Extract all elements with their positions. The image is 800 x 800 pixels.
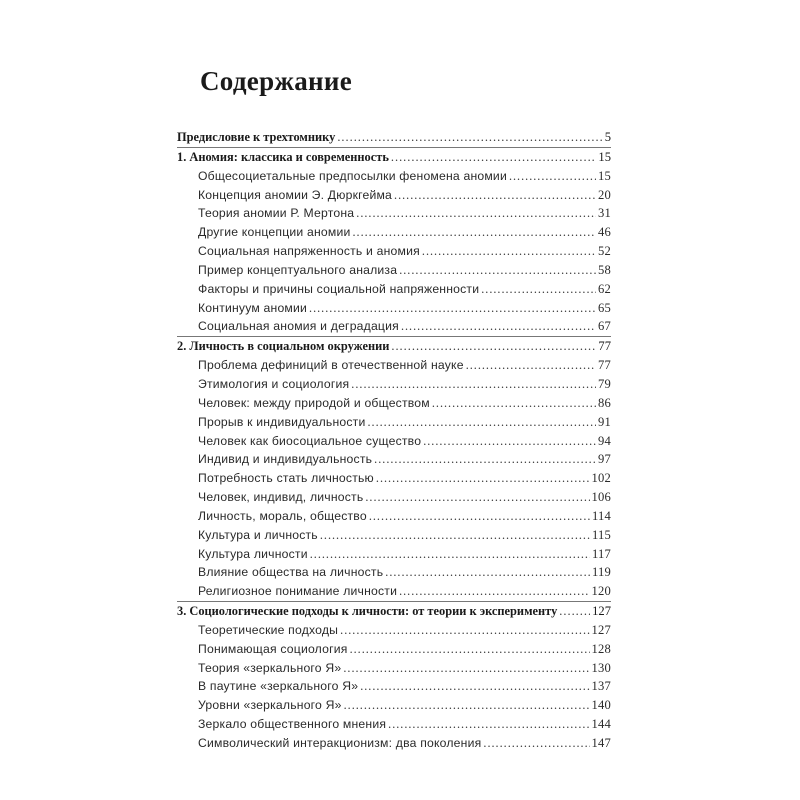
dot-leader [340, 621, 589, 640]
dot-leader [352, 223, 596, 242]
toc-section-entry[interactable] [177, 242, 611, 261]
dot-leader [385, 563, 590, 582]
toc-section-entry[interactable] [177, 450, 611, 469]
page-number: 15 [598, 149, 611, 164]
toc-section-entry[interactable] [177, 394, 611, 413]
entry-title: Культура личности [198, 546, 308, 561]
entry-title: Индивид и индивидуальность [198, 452, 373, 467]
entry-title: Зеркало общественного мнения [198, 717, 387, 732]
page-number: 46 [598, 225, 611, 240]
toc-section-entry[interactable] [177, 734, 611, 753]
dot-leader [559, 602, 590, 621]
page-number: 58 [598, 262, 611, 277]
entry-title: Символический интеракционизм: два поколения [198, 736, 482, 750]
page-number: 102 [591, 471, 611, 486]
dot-leader [351, 375, 596, 394]
page-number: 127 [592, 604, 611, 619]
page-number: 86 [598, 395, 611, 410]
page-number: 144 [591, 717, 611, 732]
entry-title: Социальная напряженность и аномия [198, 244, 420, 259]
toc-section-entry[interactable] [177, 507, 611, 526]
page-number: 5 [604, 130, 611, 144]
toc-section-entry[interactable] [177, 167, 611, 186]
dot-leader [388, 715, 589, 734]
toc-section-entry[interactable] [177, 677, 611, 696]
dot-leader [481, 280, 596, 299]
dot-leader [466, 356, 596, 375]
entry-title: 3. Социологические подходы к личности: от теории к эксперименту [177, 604, 558, 619]
entry-title: Пример концептуального анализа [198, 262, 398, 277]
toc-section-entry[interactable] [177, 563, 611, 582]
dot-leader [367, 413, 596, 432]
dot-leader [374, 450, 596, 469]
dot-leader [369, 507, 590, 526]
dot-leader [423, 432, 596, 451]
page-number: 140 [591, 698, 611, 713]
entry-title: Уровни «зеркального Я» [198, 698, 342, 713]
toc-section-entry[interactable] [177, 356, 611, 375]
entry-title: Факторы и причины социальной напряженности [198, 281, 480, 296]
toc-section-entry[interactable] [177, 280, 611, 299]
dot-leader [394, 186, 596, 205]
dot-leader [432, 394, 596, 413]
toc-section-entry[interactable] [177, 317, 611, 336]
page-number: 127 [591, 622, 611, 637]
dot-leader [350, 640, 590, 659]
page-number: 137 [591, 679, 611, 694]
toc-section-entry[interactable] [177, 715, 611, 734]
dot-leader [391, 337, 596, 356]
toc-section-entry[interactable] [177, 261, 611, 280]
entry-title: Проблема дефиниций в отечественной науке [198, 358, 464, 373]
toc-section-entry[interactable] [177, 413, 611, 432]
page-number: 65 [598, 300, 611, 315]
entry-title: Другие концепции аномии [198, 225, 351, 240]
toc-chapter-entry[interactable] [177, 601, 611, 621]
page-number: 130 [591, 660, 611, 675]
page-number: 15 [598, 168, 611, 183]
dot-leader [309, 299, 596, 318]
toc-chapter-entry[interactable] [177, 128, 611, 147]
dot-leader [360, 677, 589, 696]
page-number: 106 [591, 490, 611, 505]
page-number: 117 [591, 546, 611, 561]
toc-section-entry[interactable] [177, 375, 611, 394]
entry-title: Личность, мораль, общество [198, 508, 367, 523]
entry-title: Прорыв к индивидуальности [198, 414, 366, 429]
dot-leader [356, 204, 596, 223]
entry-title: Концепция аномии Э. Дюркгейма [198, 187, 393, 202]
dot-leader [391, 148, 597, 167]
toc-chapter-entry[interactable] [177, 336, 611, 356]
toc-section-entry[interactable] [177, 299, 611, 318]
dot-leader [422, 242, 596, 261]
toc-section-entry[interactable] [177, 186, 611, 205]
entry-title: Теория аномии Р. Мертона [198, 206, 355, 221]
table-of-contents [177, 128, 611, 753]
entry-title: Социальная аномия и деградация [198, 319, 399, 334]
entry-title: Теория «зеркального Я» [198, 660, 342, 675]
dot-leader [483, 734, 589, 753]
dot-leader [344, 696, 590, 715]
entry-title: 1. Аномия: классика и современность [177, 149, 389, 164]
dot-leader [310, 545, 590, 564]
page-title: Содержание [200, 66, 353, 96]
page-number: 128 [591, 641, 611, 656]
page-number: 147 [591, 736, 611, 750]
entry-title: Континуум аномии [198, 300, 308, 315]
page-number: 119 [591, 565, 611, 580]
page-number: 20 [598, 187, 611, 202]
toc-section-entry[interactable] [177, 488, 611, 507]
dot-leader [365, 488, 589, 507]
entry-title: Человек как биосоциальное существо [198, 433, 422, 448]
page-number: 79 [598, 376, 611, 391]
toc-section-entry[interactable] [177, 659, 611, 678]
page-number: 94 [598, 433, 611, 448]
entry-title: Влияние общества на личность [198, 565, 384, 580]
page-number: 77 [598, 339, 611, 354]
entry-title: Религиозное понимание личности [198, 584, 398, 599]
dot-leader [376, 469, 590, 488]
toc-section-entry[interactable] [177, 621, 611, 640]
toc-section-entry[interactable] [177, 204, 611, 223]
dot-leader [320, 526, 590, 545]
entry-title: Культура и личность [198, 527, 318, 542]
toc-section-entry[interactable] [177, 582, 611, 601]
dot-leader [343, 659, 589, 678]
dot-leader [337, 128, 602, 147]
page-number: 97 [598, 452, 611, 467]
entry-title: Общесоциетальные предпосылки феномена аномии [198, 168, 507, 183]
page-number: 62 [598, 281, 611, 296]
page-number: 120 [591, 584, 611, 599]
entry-title: Этимология и социология [198, 376, 350, 391]
toc-section-entry[interactable] [177, 526, 611, 545]
dot-leader [399, 582, 589, 601]
entry-title: В паутине «зеркального Я» [198, 679, 359, 694]
entry-title: Человек, индивид, личность [198, 490, 364, 505]
toc-section-entry[interactable] [177, 696, 611, 715]
entry-title: Человек: между природой и обществом [198, 395, 430, 410]
toc-section-entry[interactable] [177, 640, 611, 659]
dot-leader [401, 317, 596, 336]
entry-title: 2. Личность в социальном окружении [177, 339, 390, 354]
page-number: 31 [598, 206, 611, 221]
page-number: 115 [591, 527, 611, 542]
page-number: 77 [598, 358, 611, 373]
dot-leader [509, 167, 596, 186]
entry-title: Понимающая социология [198, 641, 348, 656]
entry-title: Предисловие к трехтомнику [177, 130, 336, 144]
toc-chapter-entry[interactable] [177, 147, 611, 167]
entry-title: Потребность стать личностью [198, 471, 374, 486]
toc-section-entry[interactable] [177, 469, 611, 488]
page-number: 67 [598, 319, 611, 334]
toc-section-entry[interactable] [177, 432, 611, 451]
page-number: 114 [591, 508, 611, 523]
dot-leader [399, 261, 596, 280]
page-number: 91 [598, 414, 611, 429]
toc-section-entry[interactable] [177, 223, 611, 242]
entry-title: Теоретические подходы [198, 622, 339, 637]
page-number: 52 [598, 244, 611, 259]
toc-section-entry[interactable] [177, 545, 611, 564]
